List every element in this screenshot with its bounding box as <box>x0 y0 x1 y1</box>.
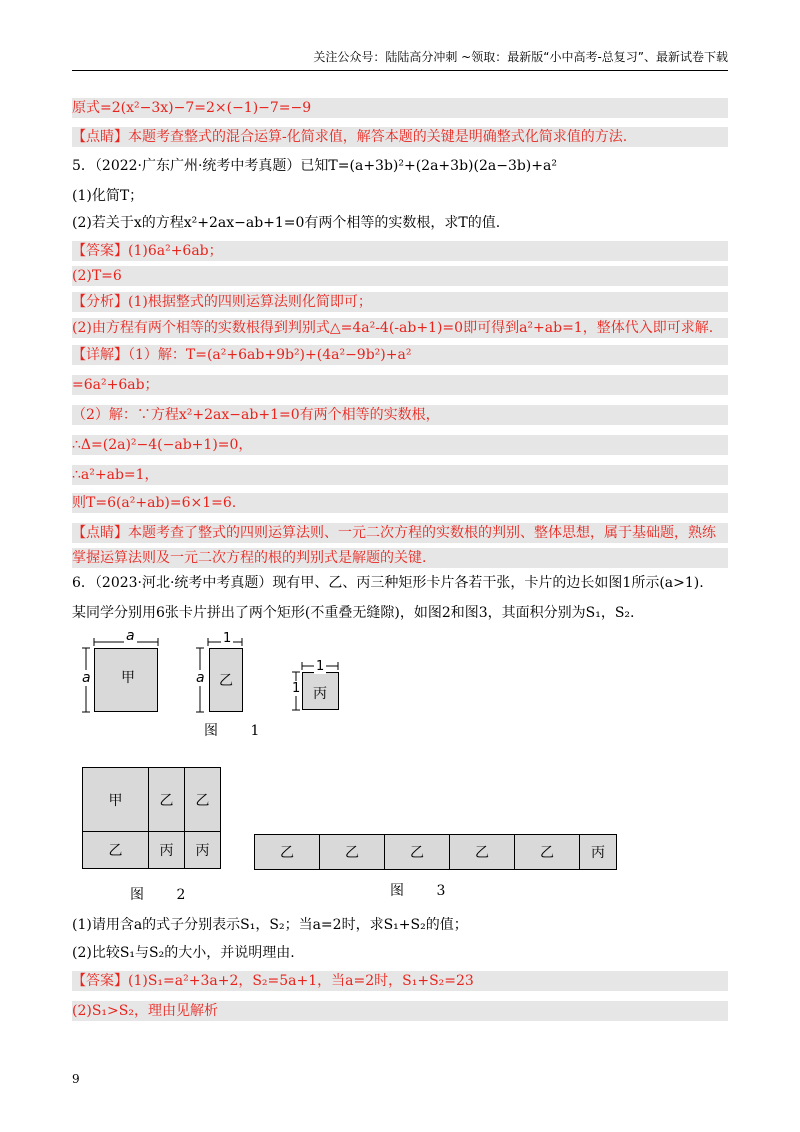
q6-part1: (1)请用含a的式子分别表示S₁，S₂；当a=2时，求S₁+S₂的值； <box>72 917 468 933</box>
dim-one-top: 1 <box>223 631 232 646</box>
q6-answer-2: (2)S₁>S₂，理由见解析 <box>72 1001 728 1021</box>
q6-stem-1: 6．（2023·河北·统考中考真题）现有甲、乙、丙三种矩形卡片各若干张，卡片的边长如图1所示(a>1). <box>72 575 704 591</box>
dim-one-bing-left: 1 <box>292 681 301 696</box>
figure-3-caption: 图 3 <box>390 883 460 899</box>
q5-detail-6: 则T=6(a²+ab)=6×1=6. <box>72 493 728 513</box>
prev-note <box>72 127 728 147</box>
note-text: 本题考查整式的混合运算-化简求值，解答本题的关键是明确整式化简求值的方法. <box>128 129 628 145</box>
q5-detail-2: =6a²+6ab； <box>72 375 728 395</box>
fig3-cell: 丙 <box>579 834 617 870</box>
fig2-cell: 乙 <box>82 831 149 869</box>
note-tag: 【点睛】 <box>72 525 128 541</box>
answer-text: (1)6a²+6ab； <box>128 243 223 259</box>
q5-detail-1 <box>72 345 728 365</box>
prev-result-line: 原式=2(x²−3x)−7=2×(−1)−7=−9 <box>72 98 728 118</box>
header-rule <box>72 70 728 71</box>
analysis-tag: 【分析】 <box>72 294 128 310</box>
fig2-cell: 乙 <box>148 767 185 832</box>
fig3-cell: 乙 <box>384 834 450 870</box>
figure-2-caption: 图 2 <box>130 887 200 903</box>
q5-answer-1 <box>72 241 728 261</box>
card-bing-label: 丙 <box>313 686 327 702</box>
page-number: 9 <box>72 1072 80 1086</box>
q5-detail-4: ∴Δ=(2a)²−4(−ab+1)=0， <box>72 435 728 455</box>
card-jia-label: 甲 <box>121 670 135 686</box>
detail-tag: 【详解】 <box>72 347 128 363</box>
dim-one-bing-top: 1 <box>316 659 325 674</box>
detail-text: （1）解：T=(a²+6ab+9b²)+(4a²−9b²)+a² <box>128 347 412 363</box>
q5-analysis-1 <box>72 292 728 312</box>
fig2-cell: 甲 <box>82 767 149 832</box>
fig2-cell: 乙 <box>184 767 221 832</box>
note-tag: 【点睛】 <box>72 129 128 145</box>
fig3-cell: 乙 <box>514 834 580 870</box>
q5-note-2: 掌握运算法则及一元二次方程的根的判别式是解题的关键. <box>72 548 728 568</box>
dim-a-yi: a <box>196 670 205 686</box>
q5-note-1 <box>72 523 728 543</box>
q5-analysis-2: (2)由方程有两个相等的实数根得到判别式△=4a²-4(-ab+1)=0即可得到a²+ab=1，整体代入即可求解. <box>72 318 728 338</box>
dim-a-left: a <box>82 670 91 686</box>
fig2-cell: 丙 <box>184 831 221 869</box>
card-yi-label: 乙 <box>219 673 233 689</box>
page-header: 关注公众号：陆陆高分冲刺 ~领取：最新版“小中高考-总复习”、最新试卷下载 <box>313 50 728 64</box>
fig2-cell: 丙 <box>148 831 185 869</box>
q5-answer-2: (2)T=6 <box>72 266 728 286</box>
note-text: 本题考查了整式的四则运算法则、一元二次方程的实数根的判别、整体思想，属于基础题，熟练 <box>128 525 716 541</box>
q6-stem-2: 某同学分别用6张卡片拼出了两个矩形(不重叠无缝隙)，如图2和图3，其面积分别为S₁，S₂. <box>72 605 635 621</box>
q6-answer-1 <box>72 971 728 991</box>
answer-text: (1)S₁=a²+3a+2，S₂=5a+1，当a=2时，S₁+S₂=23 <box>128 973 474 989</box>
analysis-text: (1)根据整式的四则运算法则化简即可； <box>128 294 372 310</box>
fig3-cell: 乙 <box>254 834 320 870</box>
figure-1-caption: 图 1 <box>204 723 274 739</box>
q5-part2: (2)若关于x的方程x²+2ax−ab+1=0有两个相等的实数根，求T的值. <box>72 215 501 231</box>
q5-detail-3: （2）解：∵方程x²+2ax−ab+1=0有两个相等的实数根， <box>72 405 728 425</box>
answer-tag: 【答案】 <box>72 973 128 989</box>
q6-part2: (2)比较S₁与S₂的大小，并说明理由. <box>72 945 295 961</box>
q5-part1: (1)化简T； <box>72 188 144 204</box>
answer-tag: 【答案】 <box>72 243 128 259</box>
fig3-cell: 乙 <box>449 834 515 870</box>
q5-stem: 5．（2022·广东广州·统考中考真题）已知T=(a+3b)²+(2a+3b)(2a−3b)+a² <box>72 158 557 174</box>
fig3-cell: 乙 <box>319 834 385 870</box>
dim-a-top: a <box>126 628 135 644</box>
q5-detail-5: ∴a²+ab=1， <box>72 465 728 485</box>
